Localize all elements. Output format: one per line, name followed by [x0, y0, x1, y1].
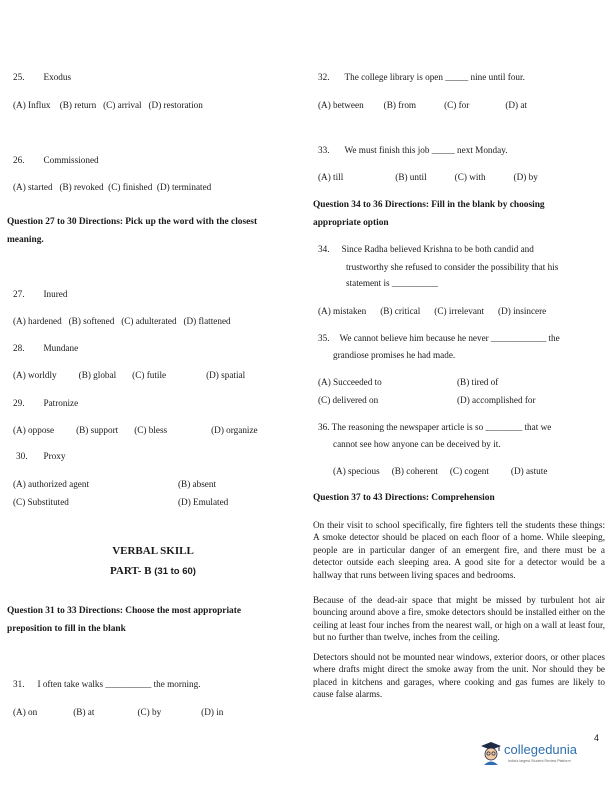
q35-stem-line2: grandiose promises he had made. [333, 350, 456, 360]
q36-options: (A) specious (B) coherent (C) cogent (D) astute [333, 466, 548, 476]
directions-34-36-line2: appropriate option [313, 218, 389, 228]
collegedunia-logo [480, 739, 598, 769]
passage-paragraph-1: On their visit to school specifically, fire fighters tell the students these things: A smoke detector should be placed on each floor of a home. While sleeping, people are in particular danger of an emergent fire, and there must be a detector outside each sleeping area. A good site for a detector would be a hallway that runs between living spaces and bedrooms. [313, 520, 605, 580]
q33-stem: 33. We must finish this job _____ next Monday. [318, 145, 508, 155]
logo-tagline: India's largest Student Review Platform [508, 759, 571, 763]
graduate-mascot-icon [480, 741, 502, 765]
q36-stem-line2: cannot see how anyone can be deceived by it. [333, 439, 501, 449]
q31-options: (A) on (B) at (C) by (D) in [13, 707, 224, 717]
directions-31-33-line2: preposition to fill in the blank [7, 624, 126, 634]
q30-option-c: (C) Substituted [13, 497, 69, 507]
q35-stem-line1: 35. We cannot believe him because he never ____________ the [318, 333, 560, 343]
q35-option-c: (C) delivered on [318, 395, 379, 405]
q34-stem-line2: trustworthy she refused to consider the possibility that his [346, 262, 559, 272]
directions-37-43: Question 37 to 43 Directions: Comprehension [313, 493, 495, 503]
q31-stem: 31. I often take walks __________ the morning. [13, 679, 201, 689]
passage-paragraph-3: Detectors should not be mounted near windows, exterior doors, or other places where drafts might direct the smoke away from the unit. Nor should they be placed in kitchens and garages, where cooking and gas fumes are likely to cause false alarms. [313, 652, 605, 700]
q30-option-b: (B) absent [178, 479, 217, 489]
q34-stem-line3: statement is __________ [346, 278, 438, 288]
q27-stem: 27. Inured [13, 289, 68, 299]
directions-34-36-line1: Question 34 to 36 Directions: Fill in the blank by choosing [313, 200, 545, 210]
q27-options: (A) hardened (B) softened (C) adulterated (D) flattened [13, 316, 231, 326]
q30-option-d: (D) Emulated [178, 497, 229, 507]
q26-options: (A) started (B) revoked (C) finished (D) terminated [13, 182, 212, 192]
q32-options: (A) between (B) from (C) for (D) at [318, 100, 528, 110]
q33-options: (A) till (B) until (C) with (D) by [318, 172, 538, 182]
directions-27-30-line2: meaning. [7, 235, 44, 245]
q34-options: (A) mistaken (B) critical (C) irrelevant (D) insincere [318, 306, 547, 316]
section-part: PART- B (31 to 60) [110, 565, 196, 577]
section-title: VERBAL SKILL [112, 545, 194, 557]
q30-stem: 30. Proxy [16, 451, 66, 461]
directions-27-30-line1: Question 27 to 30 Directions: Pick up the word with the closest [7, 217, 258, 227]
q35-option-b: (B) tired of [457, 377, 499, 387]
page-number: 4 [594, 733, 600, 743]
q25-stem: 25. Exodus [13, 72, 72, 82]
passage-paragraph-2: Because of the dead-air space that might be missed by turbulent hot air bouncing around above a fire, smoke detectors should be installed either on the ceiling at least four inches from the nearest wall, or high on a wall at least four, but no further than twelve, inches from the ceiling. [313, 595, 605, 643]
directions-31-33-line1: Question 31 to 33 Directions: Choose the most appropriate [7, 606, 242, 616]
q32-stem: 32. The college library is open _____ nine until four. [318, 72, 525, 82]
q34-stem-line1: 34. Since Radha believed Krishna to be both candid and [318, 244, 534, 254]
q36-stem-line1: 36. The reasoning the newspaper article is so ________ that we [318, 422, 552, 432]
q28-options: (A) worldly (B) global (C) futile (D) spatial [13, 370, 246, 380]
q26-stem: 26. Commissioned [13, 155, 99, 165]
q30-option-a: (A) authorized agent [13, 479, 90, 489]
q28-stem: 28. Mundane [13, 343, 79, 353]
q29-options: (A) oppose (B) support (C) bless (D) organize [13, 425, 258, 435]
q35-option-d: (D) accomplished for [457, 395, 536, 405]
q35-option-a: (A) Succeeded to [318, 377, 382, 387]
logo-wordmark: collegedunia [504, 742, 578, 757]
q25-options: (A) Influx (B) return (C) arrival (D) restoration [13, 100, 203, 110]
q29-stem: 29. Patronize [13, 398, 79, 408]
